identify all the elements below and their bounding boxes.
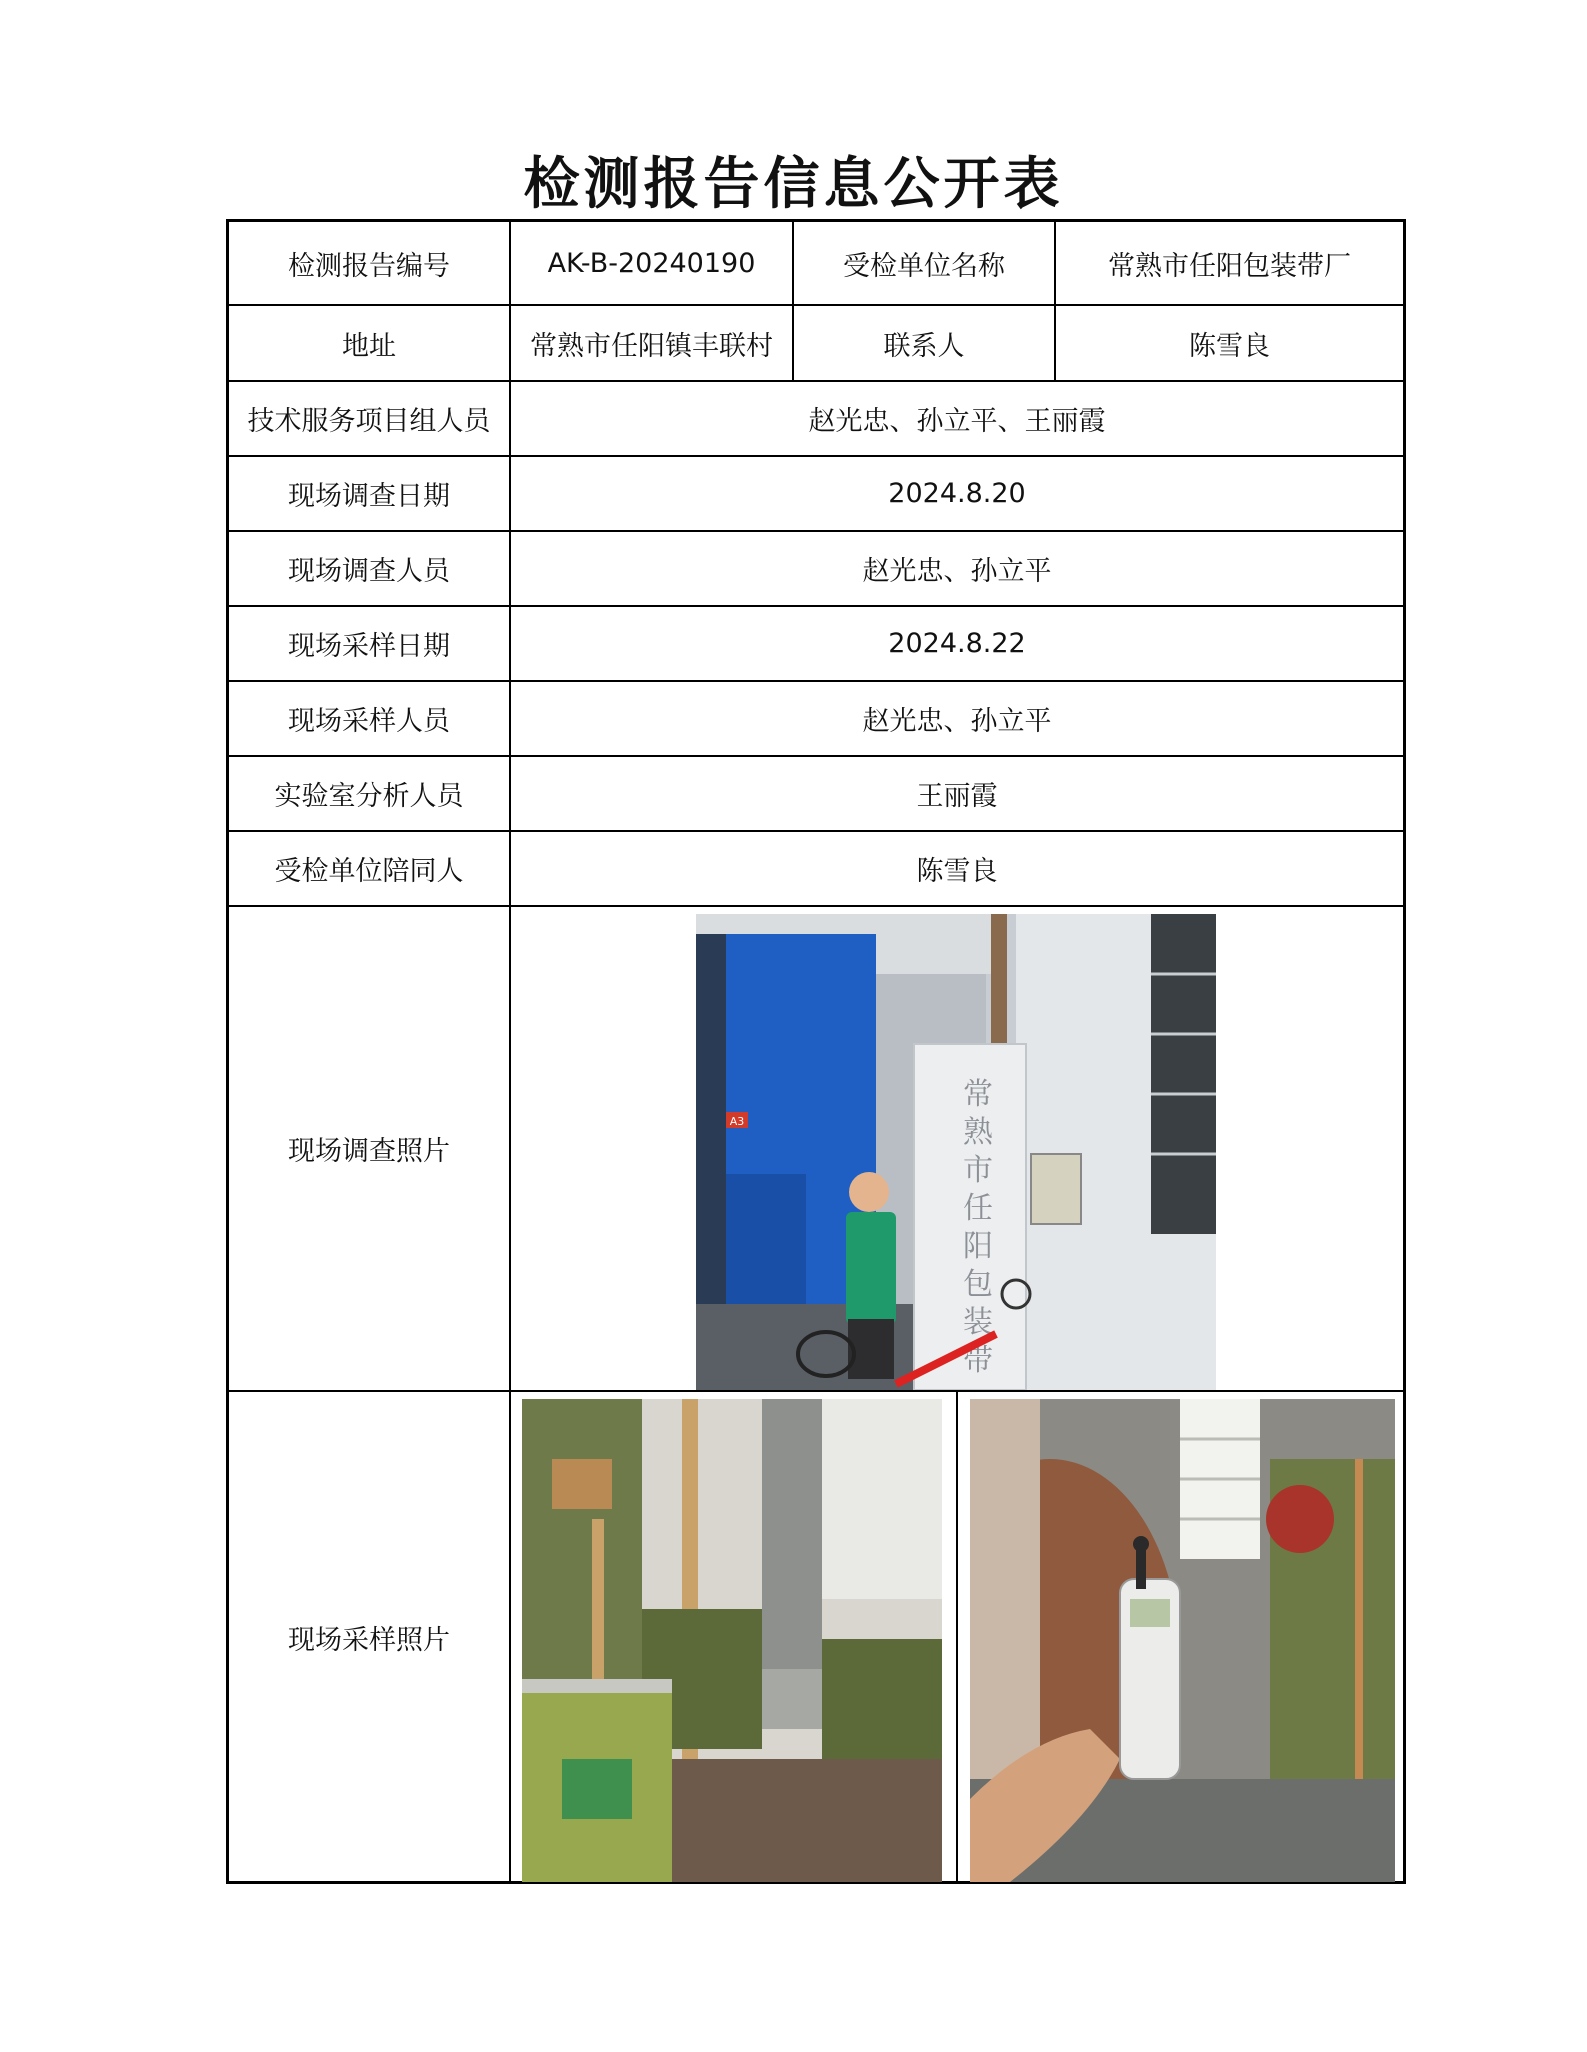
sampling-staff-label: 现场采样人员 — [288, 706, 450, 737]
escort-value: 陈雪良 — [916, 856, 998, 887]
unit-label: 受检单位名称 — [843, 250, 1005, 282]
contact-value: 陈雪良 — [1189, 330, 1270, 362]
sampling-photo-label: 现场采样照片 — [288, 1624, 450, 1656]
unit-value: 常熟市任阳包装带厂 — [1108, 250, 1351, 282]
survey-staff-value: 赵光忠、孙立平 — [862, 556, 1052, 587]
sign-char-3: 市 — [963, 1153, 993, 1188]
sign-char-7: 装 — [963, 1305, 993, 1340]
survey-date-value: 2024.8.20 — [888, 478, 1026, 509]
survey-staff-label: 现场调查人员 — [288, 556, 450, 587]
report-no-label: 检测报告编号 — [288, 250, 450, 282]
sign-char-5: 阳 — [963, 1229, 993, 1264]
address-value: 常熟市任阳镇丰联村 — [530, 330, 773, 362]
lab-staff-value: 王丽霞 — [916, 781, 998, 812]
team-value: 赵光忠、孙立平、王丽霞 — [808, 406, 1106, 437]
sampling-date-label: 现场采样日期 — [288, 631, 450, 662]
address-label: 地址 — [342, 330, 396, 362]
sampling-staff-value: 赵光忠、孙立平 — [862, 706, 1052, 737]
sampling-photo-right — [970, 1399, 1395, 1882]
info-table — [226, 219, 1406, 1884]
survey-photo-label: 现场调查照片 — [288, 1136, 450, 1167]
sign-char-1: 常 — [963, 1077, 993, 1112]
report-no-value: AK-B-20240190 — [547, 247, 756, 279]
door-badge: A3 — [729, 1115, 745, 1128]
sign-char-8: 带 — [963, 1343, 993, 1378]
escort-label: 受检单位陪同人 — [274, 856, 464, 887]
contact-label: 联系人 — [883, 330, 965, 362]
sampling-photo-left — [522, 1399, 942, 1882]
survey-photo — [696, 914, 1216, 1390]
team-label: 技术服务项目组人员 — [247, 406, 491, 437]
sign-char-2: 熟 — [963, 1115, 993, 1150]
sign-char-6: 包 — [963, 1267, 993, 1302]
page-title: 检测报告信息公开表 — [523, 151, 1064, 217]
sign-char-4: 任 — [963, 1191, 993, 1226]
lab-staff-label: 实验室分析人员 — [274, 781, 464, 812]
survey-date-label: 现场调查日期 — [288, 481, 450, 512]
sampling-date-value: 2024.8.22 — [888, 628, 1026, 659]
